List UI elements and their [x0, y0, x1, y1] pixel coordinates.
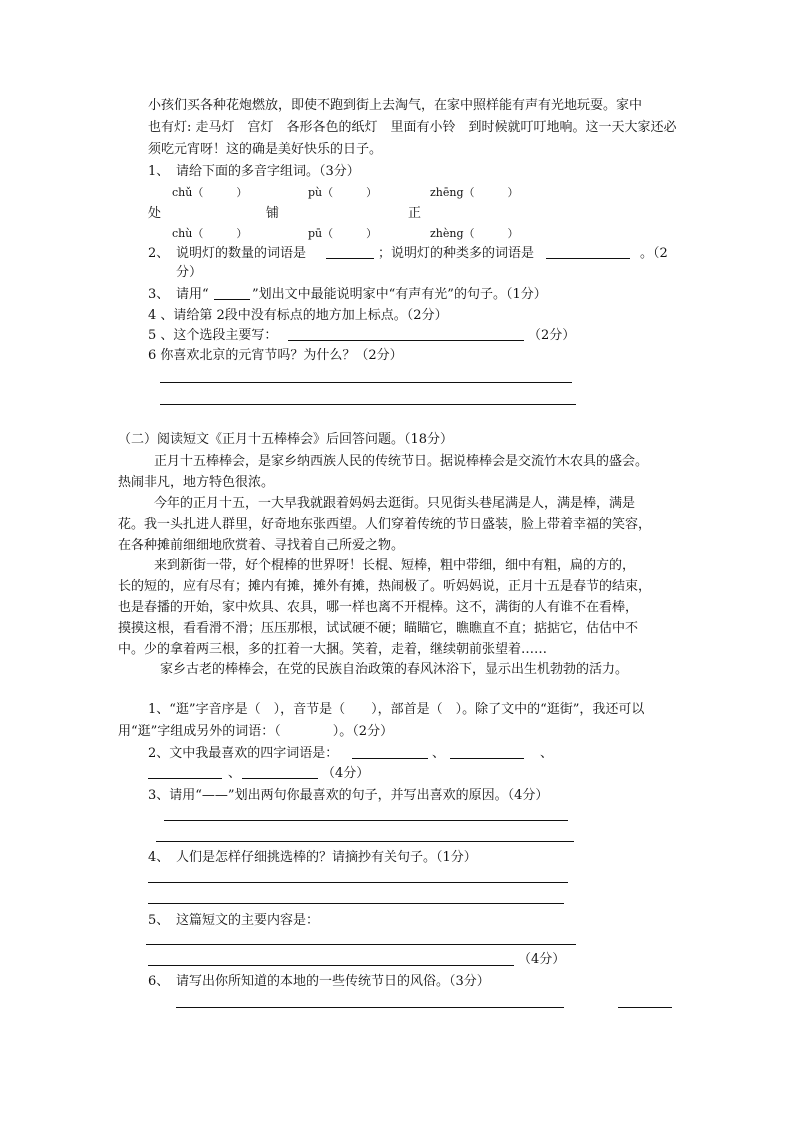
s2q6-answer-line-1[interactable] [176, 1007, 564, 1008]
passage1-line1: 小孩们买各种花炮燃放，即使不跑到街上去淘气，在家中照样能有声有光地玩耍。家中 [148, 98, 643, 113]
section2-p3-line5: 中。少的拿着两三根，多的扛着一大捆。笑着，走着，继续朝前张望着…… [118, 642, 548, 657]
q1-char-zheng: 正 [408, 206, 422, 221]
s2q4-answer-line-2[interactable] [148, 903, 564, 904]
q1-pinyin-chu4: chù（ ） [172, 227, 248, 240]
s2q2-text: 2、文中我最喜欢的四字词语是： [148, 746, 339, 761]
s2q1-line2: 用“逛”字组成另外的词语：（ ）。（2分） [118, 724, 394, 739]
s2q5-score: （4分） [518, 952, 566, 967]
q1-char-chu: 处 [148, 206, 162, 221]
q1-pinyin-zheng1: zhēng（ ） [430, 186, 519, 199]
q4-text: 4 、请给第 2段中没有标点的地方加上标点。（2分） [148, 308, 448, 323]
s2q2-sep-2: 、 [540, 746, 554, 761]
q2-blank-2[interactable] [546, 244, 630, 259]
q3-number: 3、 [148, 287, 170, 302]
s2q5-answer-line-2[interactable] [148, 965, 514, 966]
q1-pinyin-pu4: pù（ ） [308, 186, 378, 199]
section2-title: （二）阅读短文《正月十五棒棒会》后回答问题。（18分） [118, 432, 454, 447]
section2-p3-line4: 摸摸这根，看看滑不滑；压压那根，试试硬不硬；瞄瞄它，瞧瞧直不直；掂掂它，估估中不 [118, 621, 639, 636]
q2-part-b: ；说明灯的种类多的词语是 [378, 246, 535, 261]
q1-pinyin-pu1: pū（ ） [308, 227, 378, 240]
passage1-line2: 也有灯: 走马灯 宫灯 各形各色的纸灯 里面有小铃 到时候就叮叮地响。这一天大家还必 [148, 120, 677, 135]
s2q6-answer-line-2[interactable] [618, 1007, 672, 1008]
section2-p4-line1: 家乡古老的棒棒会，在党的民族自治政策的春风沐浴下，显示出生机勃勃的活力。 [160, 662, 629, 677]
q1-number: 1、 [148, 164, 170, 179]
s2q4-text: 人们是怎样仔细挑选棒的？请摘抄有关句子。（1分） [176, 850, 477, 865]
s2q3-answer-line-1[interactable] [164, 820, 568, 821]
q5-part-a: 5 、这个选段主要写： [148, 328, 278, 343]
s2q2-sep-1: 、 [432, 746, 446, 761]
q3-part-b: ”划出文中最能说明家中“有声有光”的句子。（1分） [252, 287, 547, 302]
section2-p3-line1: 来到新街一带，好个棍棒的世界呀！长棍、短棒，粗中带细，细中有粗，扁的方的， [154, 558, 636, 573]
q1-text: 请给下面的多音字组词。（3分） [176, 164, 360, 179]
q6-answer-line-1[interactable] [160, 382, 572, 383]
q3-underline-sample [214, 285, 250, 300]
q2-part-a: 说明灯的数量的词语是 [176, 246, 307, 261]
s2q2-score: （4分） [322, 766, 370, 781]
q1-pinyin-zheng4: zhèng（ ） [430, 227, 519, 240]
s2q3-text: 3、请用“——”划出两句你最喜欢的句子，并写出喜欢的原因。（4分） [148, 788, 549, 803]
s2q5-text: 这篇短文的主要内容是： [176, 913, 320, 928]
q2-blank-1[interactable] [326, 244, 374, 259]
q1-char-pu: 铺 [266, 206, 280, 221]
q2-part-c: 。（2 [640, 246, 668, 261]
s2q2-blank-1[interactable] [352, 744, 428, 759]
s2q2-blank-4[interactable] [242, 764, 318, 779]
q6-text: 6 你喜欢北京的元宵节吗？为什么？（2分） [148, 348, 403, 363]
s2q6-text: 请写出你所知道的本地的一些传统节日的风俗。（3分） [176, 974, 490, 989]
s2q2-blank-2[interactable] [450, 744, 524, 759]
q1-pinyin-chu3: chǔ（ ） [172, 186, 248, 199]
section2-p1-line1: 正月十五棒棒会，是家乡纳西族人民的传统节日。据说棒棒会是交流竹木农具的盛会。 [154, 454, 649, 469]
q3-part-a: 请用“ [176, 287, 209, 302]
s2q5-answer-line-1[interactable] [146, 944, 576, 945]
section2-p1-line2: 热闹非凡，地方特色很浓。 [118, 475, 275, 490]
s2q2-blank-3[interactable] [148, 764, 222, 779]
q2-number: 2、 [148, 246, 170, 261]
s2q1-line1: 1、“逛”字音序是（ ），音节是（ ），部首是（ ）。除了文中的“逛街”，我还可以 [148, 702, 645, 717]
s2q4-answer-line-1[interactable] [148, 882, 568, 883]
q2-part-d: 分） [176, 265, 203, 280]
s2q5-number: 5、 [148, 913, 170, 928]
s2q2-sep-3: 、 [228, 766, 242, 781]
q5-blank[interactable] [288, 326, 524, 341]
section2-p2-line2: 花。我一头扎进人群里，好奇地东张西望。人们穿着传统的节日盛装，脸上带着幸福的笑容， [118, 517, 652, 532]
q6-answer-line-2[interactable] [160, 404, 576, 405]
passage1-line3: 须吃元宵呀！这的确是美好快乐的日子。 [148, 142, 383, 157]
section2-p2-line1: 今年的正月十五，一大早我就跟着妈妈去逛街。只见街头巷尾满是人，满是棒，满是 [154, 496, 636, 511]
q5-part-b: （2分） [528, 328, 576, 343]
section2-p2-line3: 在各种摊前细细地欣赏着、寻找着自己所爱之物。 [118, 538, 405, 553]
s2q6-number: 6、 [148, 974, 170, 989]
s2q4-number: 4、 [148, 850, 170, 865]
s2q3-answer-line-2[interactable] [156, 841, 574, 842]
section2-p3-line2: 长的短的，应有尽有；摊内有摊，摊外有摊，热闹极了。听妈妈说，正月十五是春节的结束， [118, 579, 652, 594]
section2-p3-line3: 也是春播的开始，家中炊具、农具，哪一样也离不开棍棒。这不，满街的人有谁不在看棒， [118, 600, 639, 615]
